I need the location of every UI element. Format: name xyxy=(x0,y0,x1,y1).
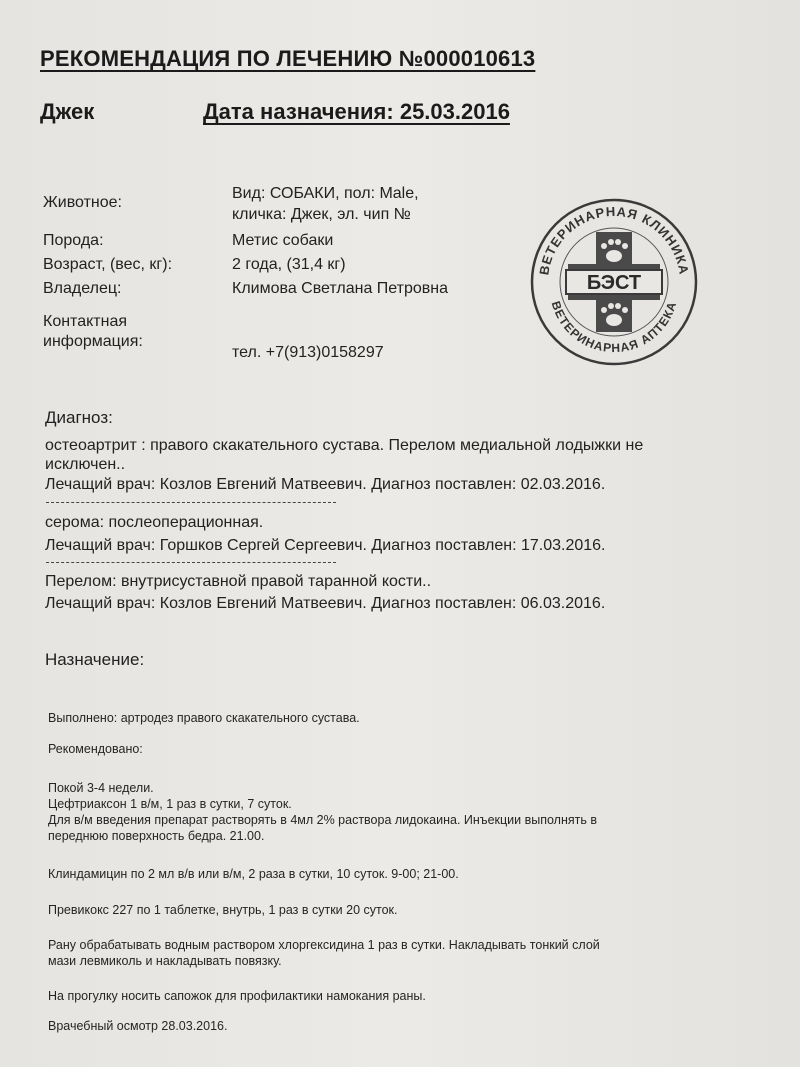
contact-label-line1: Контактная xyxy=(43,313,128,330)
owner-value: Климова Светлана Петровна xyxy=(232,280,449,297)
contact-label-line2: информация: xyxy=(43,333,143,350)
animal-value-line1: Вид: СОБАКИ, пол: Male, xyxy=(232,185,419,202)
boot-item: На прогулку носить сапожок для профилактики намокания раны. xyxy=(48,989,426,1003)
diagnosis-2-line1: серома: послеоперационная. xyxy=(45,514,264,531)
animal-label: Животное: xyxy=(43,194,122,211)
rest-item: Покой 3-4 недели. xyxy=(48,781,154,795)
divider xyxy=(46,502,336,503)
age-value: 2 года, (31,4 кг) xyxy=(232,256,346,273)
im-note-line2: переднюю поверхность бедра. 21.00. xyxy=(48,829,265,843)
age-label: Возраст, (вес, кг): xyxy=(43,256,173,273)
animal-value-line2: кличка: Джек, эл. чип № xyxy=(232,206,411,223)
diagnosis-3-line1: Перелом: внутрисуставной правой таранной кости.. xyxy=(45,573,432,590)
wound-line1: Рану обрабатывать водным раствором хлоргексидина 1 раз в сутки. Накладывать тонкий слой xyxy=(48,938,600,952)
diagnosis-heading: Диагноз: xyxy=(45,408,113,427)
patient-name: Джек xyxy=(40,99,95,124)
divider xyxy=(46,562,336,563)
clindamycin-item: Клиндамицин по 2 мл в/в или в/м, 2 раза в сутки, 10 суток. 9-00; 21-00. xyxy=(48,867,459,881)
breed-value: Метис собаки xyxy=(232,232,334,249)
diagnosis-2-doctor: Лечащий врач: Горшков Сергей Сергеевич. Диагноз поставлен: 17.03.2016. xyxy=(45,537,606,554)
im-note-line1: Для в/м введения препарат растворять в 4мл 2% раствора лидокаина. Инъекции выполнять в xyxy=(48,813,597,827)
diagnosis-1-line2: исключен.. xyxy=(45,456,126,473)
diagnosis-1-line1: остеоартрит : правого скакательного сустава. Перелом медиальной лодыжки не xyxy=(45,437,644,454)
prescription-heading: Назначение: xyxy=(45,650,145,669)
diagnosis-1-doctor: Лечащий врач: Козлов Евгений Матвеевич. Диагноз поставлен: 02.03.2016. xyxy=(45,476,606,493)
diagnosis-3-doctor: Лечащий врач: Козлов Евгений Матвеевич. Диагноз поставлен: 06.03.2016. xyxy=(45,595,606,612)
clinic-stamp xyxy=(528,196,700,368)
previcox-item: Превикокс 227 по 1 таблетке, внутрь, 1 раз в сутки 20 суток. xyxy=(48,903,398,917)
stamp-brand: БЭСТ xyxy=(586,272,642,294)
prescription-date: Дата назначения: 25.03.2016 xyxy=(203,99,510,124)
recommended-label: Рекомендовано: xyxy=(48,742,143,756)
document-title: РЕКОМЕНДАЦИЯ ПО ЛЕЧЕНИЮ №000010613 xyxy=(40,46,536,71)
done-procedure: Выполнено: артродез правого скакательного сустава. xyxy=(48,711,360,725)
stamp-top-text: ВЕТЕРИНАРНАЯ КЛИНИКА xyxy=(536,203,692,277)
contact-value: тел. +7(913)0158297 xyxy=(232,344,384,361)
ceftriaxone-item: Цефтриаксон 1 в/м, 1 раз в сутки, 7 суток. xyxy=(48,797,292,811)
breed-label: Порода: xyxy=(43,232,104,249)
owner-label: Владелец: xyxy=(43,280,122,297)
wound-line2: мази левмиколь и накладывать повязку. xyxy=(48,954,282,968)
stamp-bottom-text: ВЕТЕРИНАРНАЯ АПТЕКА xyxy=(548,299,680,356)
exam-item: Врачебный осмотр 28.03.2016. xyxy=(48,1019,228,1033)
